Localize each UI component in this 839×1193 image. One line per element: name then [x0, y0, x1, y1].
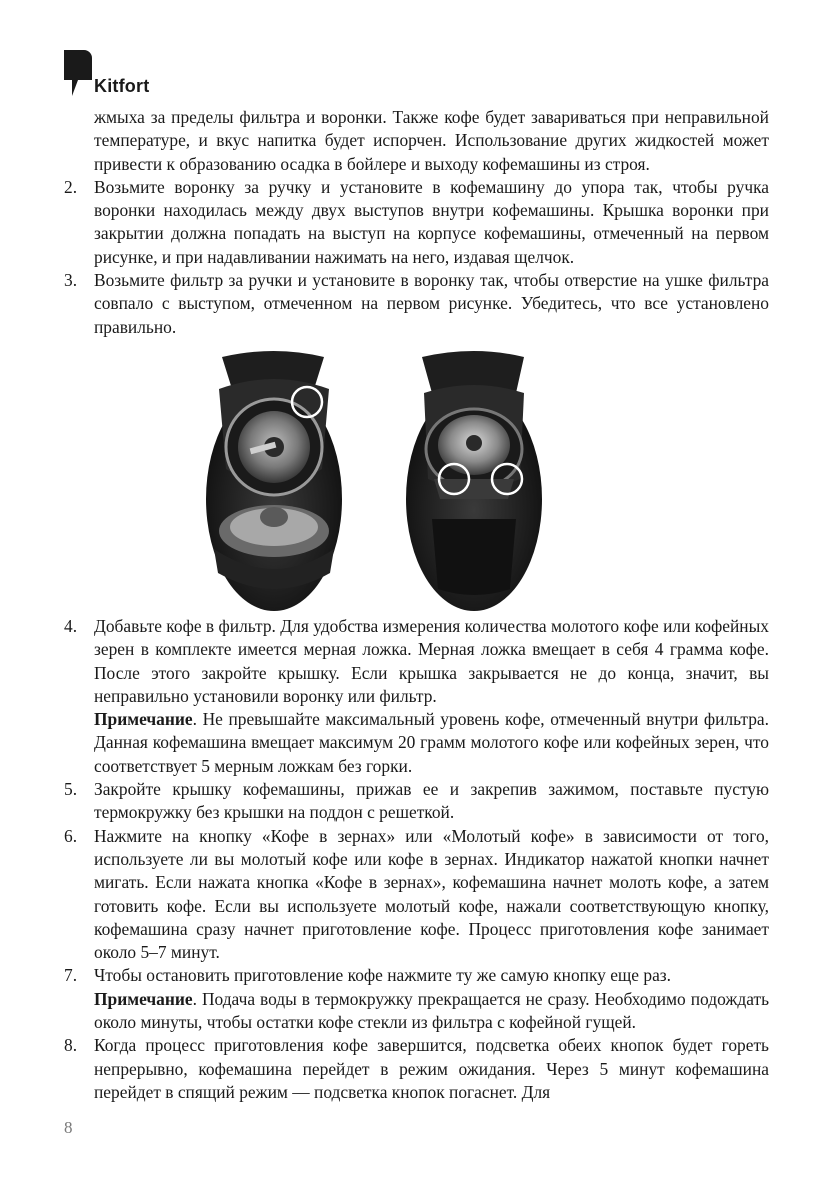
step-text: Возьмите воронку за ручку и установите в кофемашину до упора так, чтобы ручка воронки находилась между двух выступов внутри кофемашины. Крышка воронки при закрытии должна попадать на выступ на корпусе кофемашины, отмеченный на первом рисунке, и при надавливании нажимать на него, издавая щелчок. — [94, 176, 769, 267]
step-number: 2. — [64, 176, 78, 197]
step-text: Возьмите фильтр за ручки и установите в воронку так, чтобы отверстие на ушке фильтра совпало с выступом, отмеченном на первом рисунке. Убедитесь, что все установлено правильно. — [94, 270, 769, 337]
step-number: 7. — [64, 965, 78, 986]
list-item — [64, 269, 769, 339]
note-paragraph — [64, 988, 769, 1035]
note-label: Примечание — [94, 988, 193, 1009]
note-text: . Не превышайте максимальный уровень кофе, отмеченный внутри фильтра. Данная кофемашина вмещает максимум 20 грамм молотого кофе или кофейных зерен, что соответствует 5 мерным ложкам без горки. — [94, 709, 769, 776]
list-item — [64, 964, 769, 987]
note-paragraph — [64, 708, 769, 778]
step-number: 4. — [64, 615, 78, 636]
step-text: Нажмите на кнопку «Кофе в зернах» или «Молотый кофе» в зависимости от того, используете ли вы молотый кофе или кофе в зернах. Индикатор нажатой кнопки начнет мигать. Если нажата кнопка «Кофе в зернах», кофемашина начнет молоть кофе, а затем готовить кофе. Если вы используете молотый кофе, нажали соответствующую кнопку, кофемашина сразу начнет приготовление кофе. Процесс приготовления кофе занимает около 5–7 минут. — [94, 825, 769, 963]
list-item — [64, 1034, 769, 1104]
photo-right — [406, 351, 542, 611]
note-label: Примечание — [94, 709, 193, 730]
note-text: . Подача воды в термокружку прекращается не сразу. Необходимо подождать около минуты, чтобы остатки кофе стекли из фильтра с кофейной гущей. — [94, 988, 769, 1033]
step-text: Добавьте кофе в фильтр. Для удобства измерения количества молотого кофе или кофейных зерен в комплекте имеется мерная ложка. Мерная ложка вмещает в себя 4 грамма кофе. После этого закройте крышку. Если крышка закрывается не до конца, значит, вы неправильно установили воронку или фильтр. — [94, 615, 769, 706]
brand-name: Kitfort — [94, 76, 150, 96]
list-item — [64, 176, 769, 269]
step-text: Закройте крышку кофемашины, прижав ее и закрепив зажимом, поставьте пустую термокружку без крышки на поддон с решеткой. — [94, 779, 769, 823]
list-item — [64, 778, 769, 825]
brand-logo — [64, 50, 184, 96]
intro-paragraph: жмыха за пределы фильтра и воронки. Также кофе будет завариваться при неправильной температуре, и вкус напитка будет испорчен. Использование других жидкостей может привести к образованию осадка в бойлере и выходу кофемашины из строя. — [94, 107, 769, 174]
step-number: 3. — [64, 270, 78, 291]
step-text: Когда процесс приготовления кофе завершится, подсветка обеих кнопок будет гореть непрерывно, кофемашина перейдет в режим ожидания. Через 5 минут кофемашина перейдет в спящий режим — подсветка кнопок погаснет. Для — [94, 1035, 769, 1102]
list-item — [64, 825, 769, 965]
kitfort-logo-icon — [64, 50, 92, 96]
figure-coffee-machine-photos — [64, 349, 769, 611]
step-text: Чтобы остановить приготовление кофе нажмите ту же самую кнопку еще раз. — [94, 965, 672, 986]
list-item — [64, 615, 769, 708]
step-number: 6. — [64, 825, 78, 846]
photo-left — [206, 351, 342, 611]
step-number: 5. — [64, 779, 78, 800]
page-body — [64, 106, 769, 1104]
coffee-machine-photos — [64, 349, 769, 611]
page-number: 8 — [64, 1118, 73, 1137]
step-number: 8. — [64, 1035, 78, 1056]
